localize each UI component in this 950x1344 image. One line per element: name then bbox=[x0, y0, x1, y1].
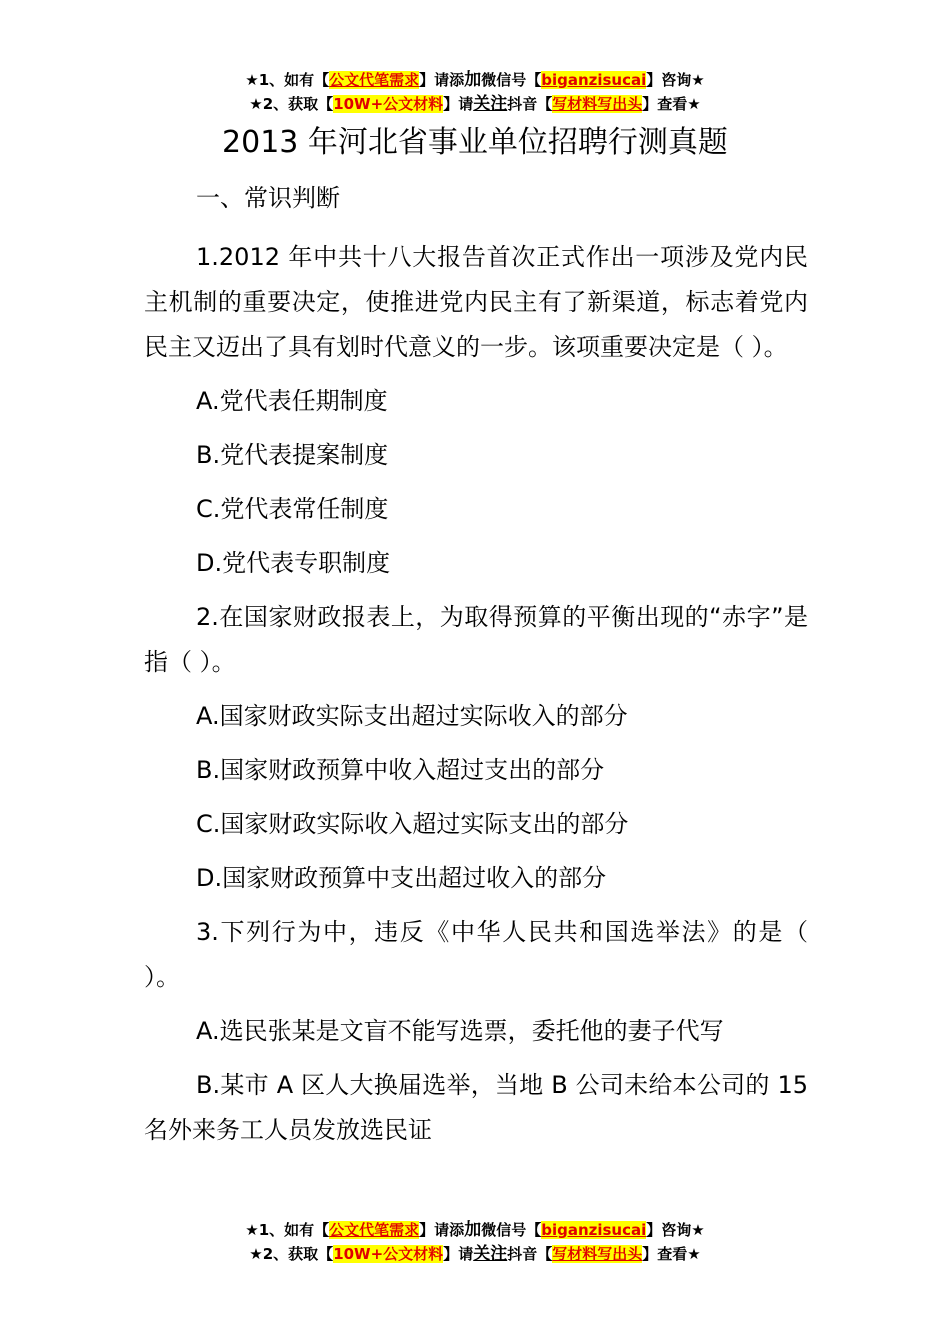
banner-highlight: biganzisucai bbox=[541, 1221, 647, 1239]
banner-line-2 bbox=[0, 1242, 950, 1266]
banner-emphasis: 加 bbox=[464, 70, 482, 90]
question-1-option-a: A.党代表任期制度 bbox=[196, 387, 388, 415]
banner-highlight: 公文代笔需求 bbox=[329, 71, 420, 89]
banner-highlight: 10W+公文材料 bbox=[333, 95, 444, 113]
footer-banner bbox=[0, 1218, 950, 1266]
document-body bbox=[144, 176, 808, 1162]
banner-text: 】请添 bbox=[419, 1221, 465, 1239]
question-2-option-b: B.国家财政预算中收入超过支出的部分 bbox=[196, 756, 605, 784]
question-2-option-d: D.国家财政预算中支出超过收入的部分 bbox=[196, 864, 607, 892]
banner-text: 抖音【 bbox=[507, 1245, 553, 1263]
banner-text: 】咨询★ bbox=[646, 1221, 705, 1239]
banner-emphasis: 关注 bbox=[473, 94, 508, 114]
banner-text: 】查看★ bbox=[642, 1245, 701, 1263]
question-2-option-a: A.国家财政实际支出超过实际收入的部分 bbox=[196, 702, 628, 730]
banner-text: ★2、获取【 bbox=[249, 1245, 334, 1263]
question-1-option-c: C.党代表常任制度 bbox=[196, 495, 389, 523]
banner-highlight: 写材料写出头 bbox=[552, 95, 643, 113]
banner-line-2 bbox=[0, 92, 950, 116]
banner-highlight: 10W+公文材料 bbox=[333, 1245, 444, 1263]
question-1-stem: 1.2012 年中共十八大报告首次正式作出一项涉及党内民主机制的重要决定，使推进党内民主有了新渠道，标志着党内民主又迈出了具有划时代意义的一步。该项重要决定是（ ）。 bbox=[144, 243, 808, 361]
document-title: 2013 年河北省事业单位招聘行测真题 bbox=[222, 125, 728, 160]
banner-text: 】查看★ bbox=[642, 95, 701, 113]
banner-highlight: 公文代笔需求 bbox=[329, 1221, 420, 1239]
question-3-stem: 3.下列行为中，违反《中华人民共和国选举法》的是（ ）。 bbox=[144, 918, 808, 991]
banner-text: 微信号【 bbox=[481, 71, 542, 89]
banner-text: 】请 bbox=[443, 1245, 474, 1263]
banner-text: 抖音【 bbox=[507, 95, 553, 113]
banner-text: ★1、如有【 bbox=[245, 71, 330, 89]
banner-text: 】请添 bbox=[419, 71, 465, 89]
banner-highlight: biganzisucai bbox=[541, 71, 647, 89]
banner-text: 微信号【 bbox=[481, 1221, 542, 1239]
banner-text: 】请 bbox=[443, 95, 474, 113]
banner-text: ★2、获取【 bbox=[249, 95, 334, 113]
question-3-option-a: A.选民张某是文盲不能写选票，委托他的妻子代写 bbox=[196, 1017, 724, 1045]
question-2-option-c: C.国家财政实际收入超过实际支出的部分 bbox=[196, 810, 629, 838]
banner-text: 】咨询★ bbox=[646, 71, 705, 89]
section-heading: 一、常识判断 bbox=[196, 184, 340, 212]
question-1-option-b: B.党代表提案制度 bbox=[196, 441, 389, 469]
banner-text: ★1、如有【 bbox=[245, 1221, 330, 1239]
banner-line-1 bbox=[0, 68, 950, 92]
header-banner bbox=[0, 68, 950, 116]
banner-emphasis: 加 bbox=[464, 1220, 482, 1240]
banner-highlight: 写材料写出头 bbox=[552, 1245, 643, 1263]
question-3-option-b: B.某市 A 区人大换届选举，当地 B 公司未给本公司的 15 名外来务工人员发放选民证 bbox=[144, 1071, 808, 1144]
banner-emphasis: 关注 bbox=[473, 1244, 508, 1264]
question-1-option-d: D.党代表专职制度 bbox=[196, 549, 391, 577]
question-2-stem: 2.在国家财政报表上，为取得预算的平衡出现的“赤字”是指（ ）。 bbox=[144, 603, 808, 676]
banner-line-1 bbox=[0, 1218, 950, 1242]
